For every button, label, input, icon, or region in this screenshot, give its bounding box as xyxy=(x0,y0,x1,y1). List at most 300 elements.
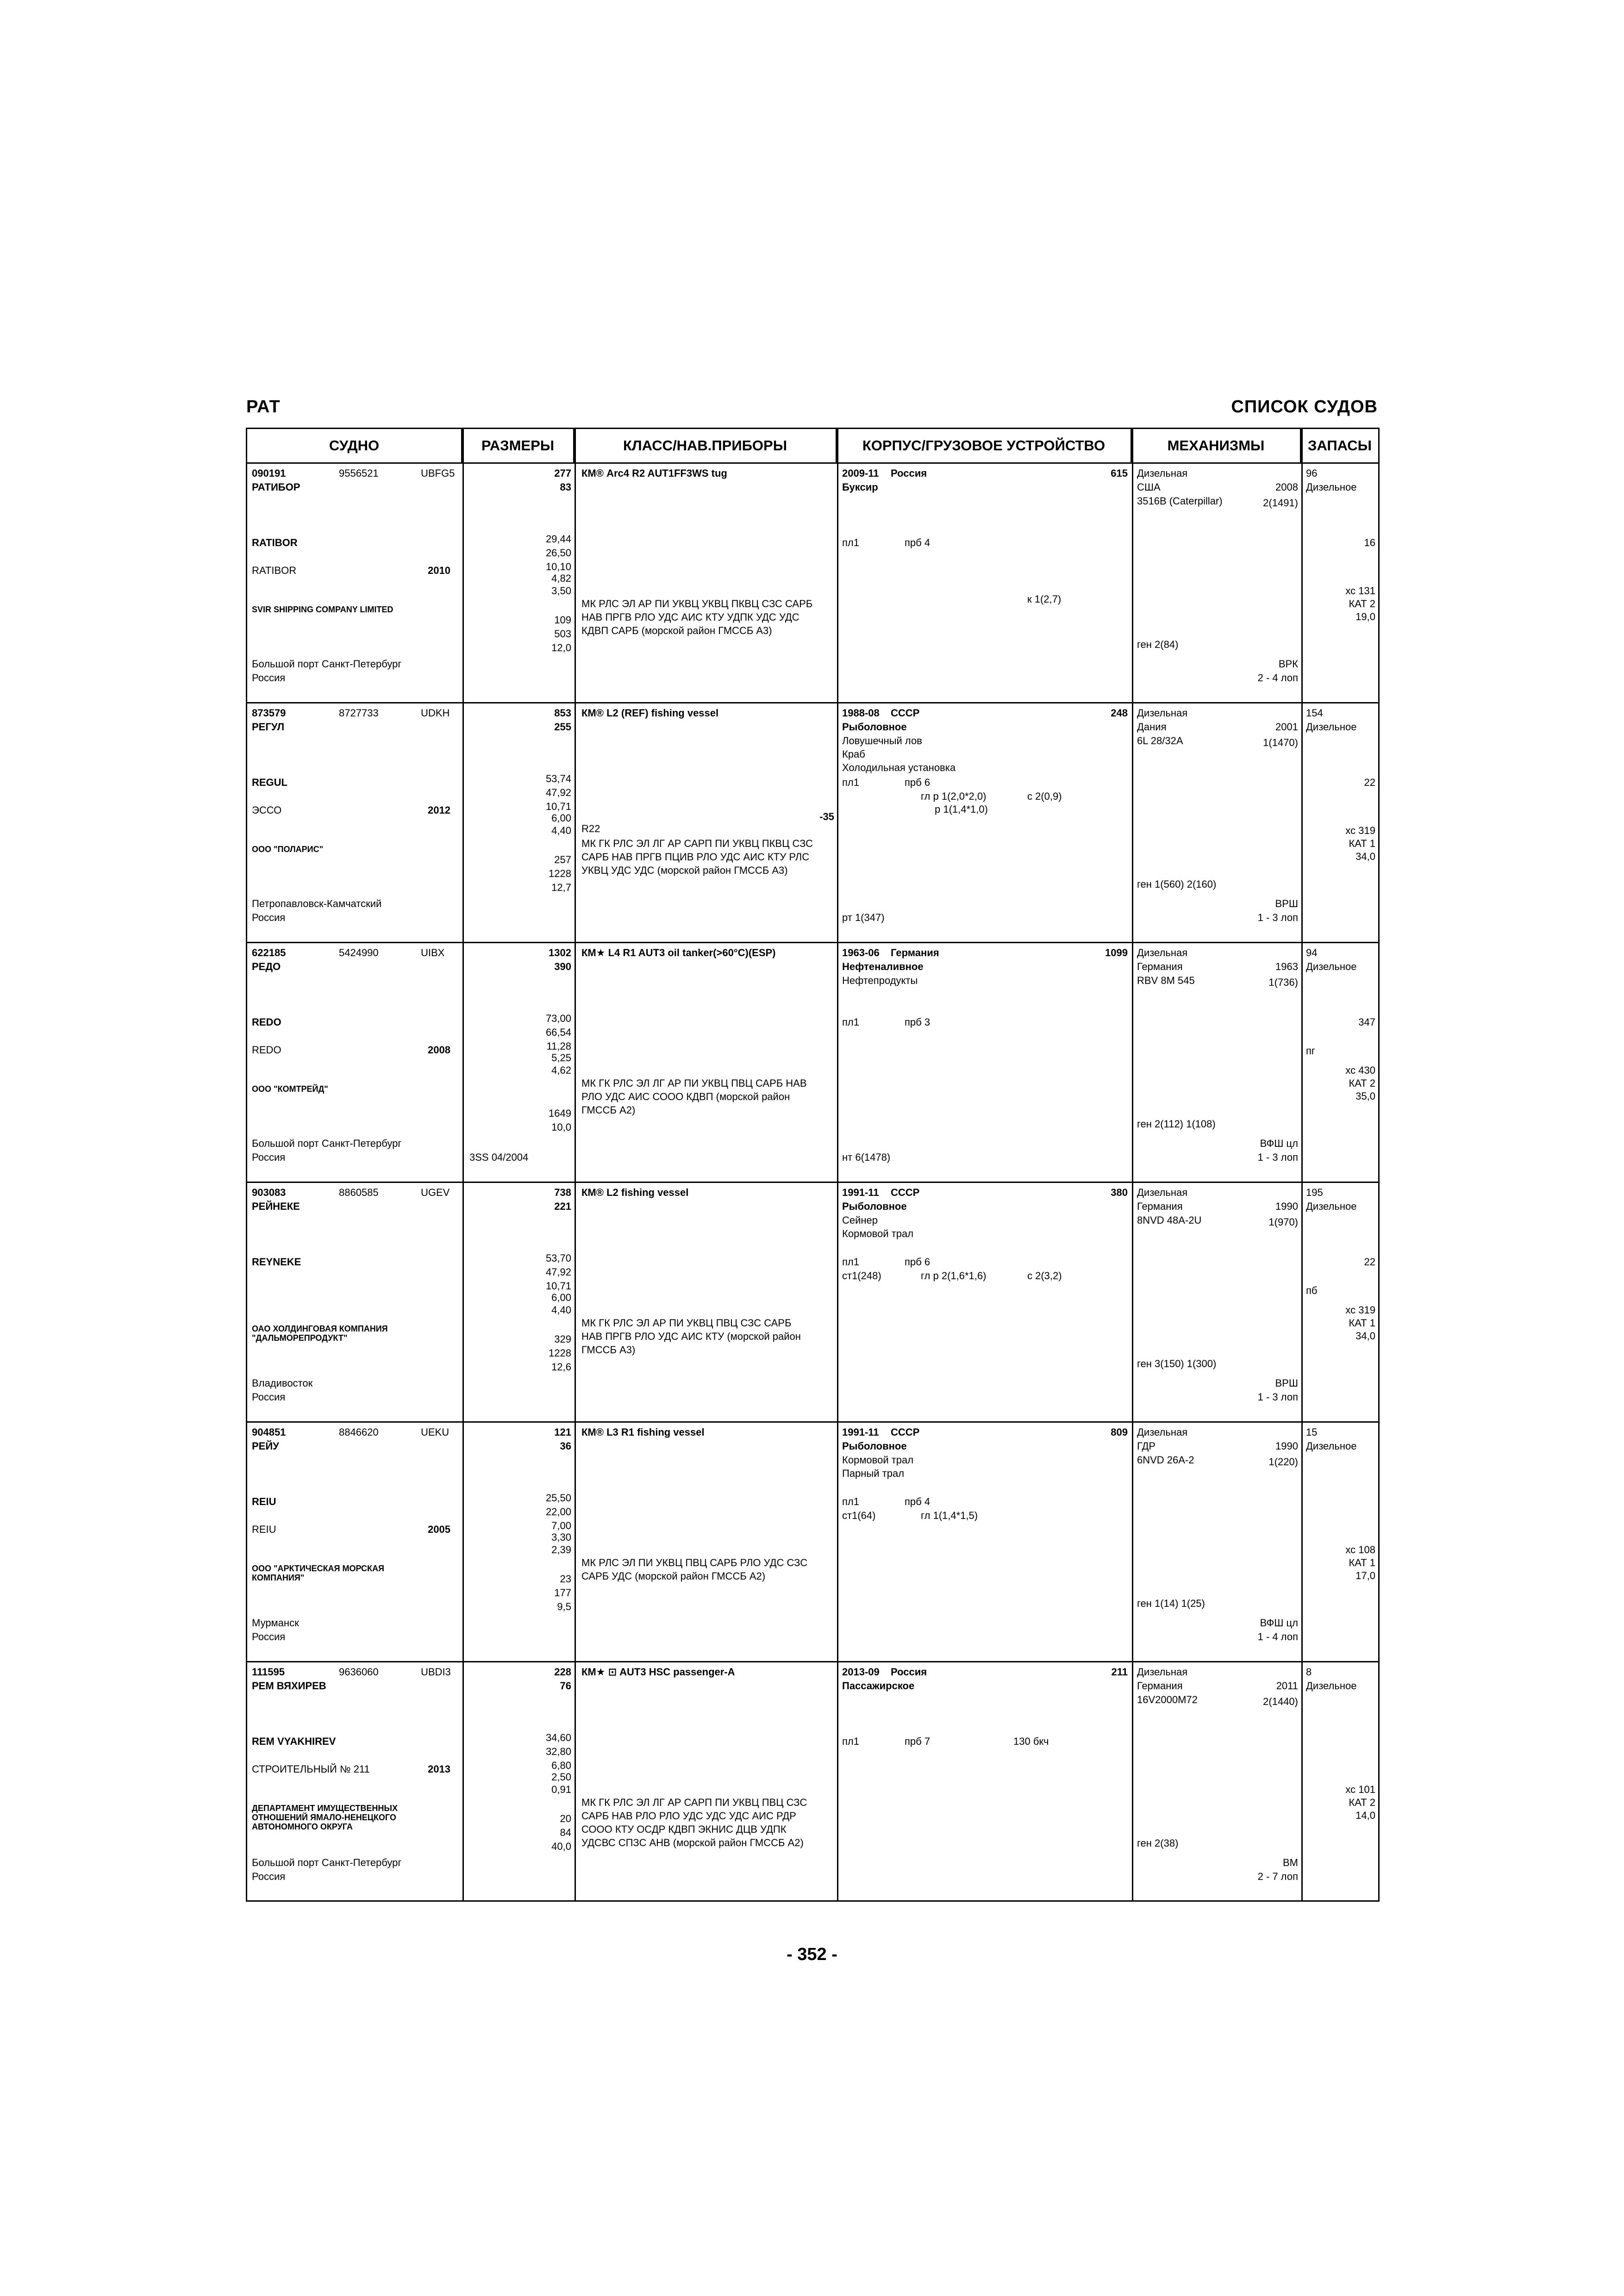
dimension-value: 257 xyxy=(554,854,571,865)
engine-type: Дизельная xyxy=(1137,1187,1188,1198)
dimension-value: 853 xyxy=(554,707,571,719)
nav-equipment: САРБ НАВ ПРГВ ПЦИВ РЛО УДС АИС КТУ РЛС xyxy=(581,851,810,863)
ship-name-en: REM VYAKHIREV xyxy=(252,1736,336,1747)
autonomy: 34,0 xyxy=(1355,1330,1375,1342)
hold-count: пл1 xyxy=(842,1496,859,1507)
hull-line2a: ст1(64) xyxy=(842,1510,876,1521)
dimension-value: 228 xyxy=(554,1666,571,1678)
hull-line2b: гл р 1(2,0*2,0) xyxy=(921,790,987,802)
rename-year: 2008 xyxy=(428,1044,450,1056)
owner-name: "ДАЛЬМОРЕПРОДУКТ" xyxy=(252,1333,348,1343)
nav-equipment: УДСВС СПЗС АНВ (морской район ГМССБ А2) xyxy=(581,1837,804,1848)
column-header-machinery: МЕХАНИЗМЫ xyxy=(1132,429,1301,462)
dimension-value: 25,50 xyxy=(545,1492,571,1504)
ship-entry xyxy=(247,943,1378,1183)
class-notation: КМ® Arc4 R2 AUT1FF3WS tug xyxy=(581,467,727,479)
stores-value1: 195 xyxy=(1306,1187,1323,1198)
ship-name-ru: РЕМ ВЯХИРЕВ xyxy=(252,1680,326,1692)
class-notation: КМ★ ⊡ AUT3 HSC passenger-A xyxy=(581,1666,735,1678)
hold-count: пл1 xyxy=(842,1256,859,1268)
hull-line3b: р 1(1,4*1,0) xyxy=(935,803,988,815)
column-header-ship: СУДНО xyxy=(247,429,462,462)
engine-type: Дизельная xyxy=(1137,947,1188,958)
dimension-value: 1302 xyxy=(549,947,571,958)
column-header-dimensions: РАЗМЕРЫ xyxy=(462,429,575,462)
dimension-value: 2,39 xyxy=(551,1544,571,1556)
dimension-value: 503 xyxy=(554,628,571,640)
nav-equipment: МК РЛС ЭЛ ПИ УКВЦ ПВЦ САРБ РЛО УДС СЗС xyxy=(581,1557,808,1568)
ship-name-ru: РЕГУЛ xyxy=(252,721,285,733)
hatch-count: прб 4 xyxy=(905,1496,931,1507)
nav-equipment: МК ГК РЛС ЭЛ АР ПИ УКВЦ ПВЦ СЗС САРБ xyxy=(581,1317,792,1329)
propeller-type: ВРШ xyxy=(1275,1377,1298,1389)
owner-name: SVIR SHIPPING COMPANY LIMITED xyxy=(252,605,394,614)
owner-name: ДЕПАРТАМЕНТ ИМУЩЕСТВЕННЫХ xyxy=(252,1804,398,1813)
engine-type: Дизельная xyxy=(1137,467,1188,479)
build-date: 1991-11 xyxy=(842,1426,879,1438)
crew-count: хс 430 xyxy=(1345,1064,1375,1076)
engine-country: Германия xyxy=(1137,1680,1183,1692)
flag-country: Россия xyxy=(252,1391,286,1403)
hull-number: 211 xyxy=(1111,1666,1128,1678)
stores-value1: 96 xyxy=(1306,467,1318,479)
engine-type: Дизельная xyxy=(1137,1666,1188,1678)
fuel-type: Дизельное xyxy=(1306,961,1357,972)
home-port: Большой порт Санкт-Петербург xyxy=(252,658,402,670)
owner-name: ОАО ХОЛДИНГОВАЯ КОМПАНИЯ xyxy=(252,1324,388,1333)
owner-name: ООО "АРКТИЧЕСКАЯ МОРСКАЯ xyxy=(252,1564,384,1573)
stores-value2: 347 xyxy=(1358,1016,1375,1028)
autonomy: 35,0 xyxy=(1355,1090,1375,1102)
dimension-value: 22,00 xyxy=(545,1506,571,1518)
crew-count: хс 101 xyxy=(1345,1784,1375,1795)
former-name: REDO xyxy=(252,1044,281,1056)
propeller-blades: 1 - 3 лоп xyxy=(1257,912,1298,923)
ship-entry xyxy=(247,464,1378,703)
entry-divider xyxy=(247,702,1378,703)
engine-country: ГДР xyxy=(1137,1440,1156,1452)
nav-equipment: НАВ ПРГВ РЛО УДС АИС КТУ (морской район xyxy=(581,1331,801,1342)
registry-number: 873579 xyxy=(252,707,286,719)
hull-number: 1099 xyxy=(1105,947,1128,958)
crew-count: хс 131 xyxy=(1345,585,1375,597)
dimension-value: 390 xyxy=(554,961,571,972)
dimension-value: 5,25 xyxy=(551,1052,571,1064)
hatch-count: прб 6 xyxy=(905,777,931,788)
home-port: Мурманск xyxy=(252,1617,299,1629)
build-date: 2013-09 xyxy=(842,1666,880,1678)
dimension-value: 32,80 xyxy=(545,1746,571,1757)
call-sign: UDKH xyxy=(421,707,450,719)
build-country: СССР xyxy=(891,707,920,719)
engine-year: 2008 xyxy=(1275,481,1298,493)
dimension-value: 3,50 xyxy=(551,585,571,597)
registry-number: 090191 xyxy=(252,467,286,479)
dimension-value: 76 xyxy=(560,1680,571,1692)
dimension-value: 10,71 xyxy=(545,1280,571,1292)
propeller-blades: 1 - 4 лоп xyxy=(1257,1631,1298,1643)
hull-line2b: гл 1(1,4*1,5) xyxy=(921,1510,978,1521)
propeller-type: ВФШ цл xyxy=(1260,1617,1298,1629)
imo-number: 9636060 xyxy=(339,1666,379,1678)
ship-purpose: Краб xyxy=(842,748,865,760)
dimension-value: 1228 xyxy=(549,1347,571,1359)
hull-number: 380 xyxy=(1111,1187,1128,1198)
build-date: 1991-11 xyxy=(842,1187,879,1198)
imo-number: 8727733 xyxy=(339,707,379,719)
class-notation: КМ® L3 R1 fishing vessel xyxy=(581,1426,705,1438)
fuel-type: Дизельное xyxy=(1306,1201,1357,1212)
dimension-value: 73,00 xyxy=(545,1013,571,1024)
dimension-value: 3,30 xyxy=(551,1531,571,1543)
autonomy: 17,0 xyxy=(1355,1570,1375,1581)
dimension-value: 53,74 xyxy=(545,773,571,784)
autonomy: 34,0 xyxy=(1355,851,1375,862)
dimension-value: 4,82 xyxy=(551,572,571,584)
call-sign: UIBX xyxy=(421,947,445,958)
former-name: RATIBOR xyxy=(252,565,297,576)
call-sign: UBFG5 xyxy=(421,467,455,479)
ship-entry xyxy=(247,1183,1378,1423)
fuel-type: Дизельное xyxy=(1306,1680,1357,1692)
entry-divider xyxy=(247,1182,1378,1183)
ship-type: Нефтеналивное xyxy=(842,961,924,972)
crew-count: хс 319 xyxy=(1345,825,1375,836)
engine-type: Дизельная xyxy=(1137,707,1188,719)
registry-number: 904851 xyxy=(252,1426,286,1438)
hatch-count: прб 6 xyxy=(905,1256,931,1268)
header-left: РАТ xyxy=(246,397,281,417)
dimension-value: 34,60 xyxy=(545,1732,571,1743)
propeller-type: ВМ xyxy=(1283,1857,1298,1868)
generators: ген 3(150) 1(300) xyxy=(1137,1358,1217,1369)
ship-purpose: Холодильная установка xyxy=(842,762,956,773)
engine-power: 1(1470) xyxy=(1263,737,1298,748)
flag-country: Россия xyxy=(252,672,286,684)
ship-purpose: Парный трал xyxy=(842,1468,905,1479)
registry-number: 111595 xyxy=(252,1666,285,1678)
dimension-value: 29,44 xyxy=(545,533,571,545)
dimension-value: 10,71 xyxy=(545,801,571,812)
dimension-value: 10,10 xyxy=(545,561,571,572)
nav-equipment: МК ГК РЛС ЭЛ ЛГ АР САРП ПИ УКВЦ ПКВЦ СЗС xyxy=(581,838,813,849)
stores-value2: 22 xyxy=(1364,1256,1375,1268)
generators: ген 1(560) 2(160) xyxy=(1137,878,1217,890)
dimension-value: 6,00 xyxy=(551,812,571,824)
engine-year: 2001 xyxy=(1275,721,1298,733)
dimension-value: 277 xyxy=(554,467,571,479)
nav-equipment: КДВП САРБ (морской район ГМССБ А3) xyxy=(581,625,772,636)
ship-purpose: Кормовой трал xyxy=(842,1228,914,1239)
dimension-value: 11,28 xyxy=(546,1040,571,1052)
dimension-value: 2,50 xyxy=(551,1771,571,1783)
ship-type: Рыболовное xyxy=(842,1201,907,1212)
dimension-value: 0,91 xyxy=(551,1784,571,1795)
engine-model: RBV 8M 545 xyxy=(1137,975,1195,986)
nav-equipment: МК ГК РЛС ЭЛ ЛГ АР ПИ УКВЦ ПВЦ САРБ НАВ xyxy=(581,1077,807,1089)
engine-power: 2(1440) xyxy=(1263,1696,1298,1707)
hold-count: пл1 xyxy=(842,1016,859,1028)
entry-divider xyxy=(247,1661,1378,1662)
flag-country: Россия xyxy=(252,1151,286,1163)
header-right: СПИСОК СУДОВ xyxy=(1231,397,1378,417)
column-header-stores: ЗАПАСЫ xyxy=(1307,437,1372,454)
engine-power: 1(220) xyxy=(1268,1456,1298,1468)
build-country: СССР xyxy=(891,1187,920,1198)
engine-year: 1963 xyxy=(1275,961,1298,972)
ship-register-table xyxy=(246,428,1380,1902)
stores-value1: 94 xyxy=(1306,947,1318,958)
class-extra: R22 xyxy=(581,823,600,834)
nav-equipment: ГМССБ А3) xyxy=(581,1344,636,1356)
hull-line2c: с 2(3,2) xyxy=(1027,1270,1062,1282)
crew-count: хс 319 xyxy=(1345,1304,1375,1316)
dimension-value: 6,00 xyxy=(551,1292,571,1303)
call-sign: UBDI3 xyxy=(421,1666,451,1678)
survey-note: 3SS 04/2004 xyxy=(469,1151,529,1163)
engine-model: 16V2000M72 xyxy=(1137,1694,1198,1705)
category: КАТ 1 xyxy=(1349,1557,1375,1568)
crew-count: хс 108 xyxy=(1345,1544,1375,1556)
flag-country: Россия xyxy=(252,1871,286,1882)
propeller-type: ВРШ xyxy=(1275,898,1298,909)
former-name: ЭССО xyxy=(252,804,282,816)
hatch-count: прб 7 xyxy=(905,1736,931,1747)
dimension-value: 1228 xyxy=(549,868,571,879)
flag-country: Россия xyxy=(252,912,286,923)
build-country: СССР xyxy=(891,1426,920,1438)
engine-model: 8NVD 48A-2U xyxy=(1137,1214,1202,1226)
imo-number: 9556521 xyxy=(339,467,379,479)
rename-year: 2010 xyxy=(428,565,450,576)
stores-value1: 15 xyxy=(1306,1426,1318,1438)
nav-equipment: ГМССБ А2) xyxy=(581,1104,636,1116)
call-sign: UGEV xyxy=(421,1187,450,1198)
owner-name: ОТНОШЕНИЙ ЯМАЛО-НЕНЕЦКОГО xyxy=(252,1813,396,1822)
dimension-value: 47,92 xyxy=(545,787,571,798)
ship-entry xyxy=(247,703,1378,943)
rename-year: 2013 xyxy=(428,1763,450,1775)
generators: ген 2(38) xyxy=(1137,1837,1179,1849)
dimension-value: 36 xyxy=(560,1440,571,1452)
hull-number: 809 xyxy=(1111,1426,1128,1438)
fuel-type: Дизельное xyxy=(1306,481,1357,493)
generators: ген 1(14) 1(25) xyxy=(1137,1598,1205,1609)
dimension-value: 66,54 xyxy=(545,1027,571,1038)
hull-line2c: с 2(0,9) xyxy=(1027,790,1062,802)
engine-model: 3516В (Caterpillar) xyxy=(1137,495,1223,507)
dimension-value: 177 xyxy=(554,1587,571,1599)
category: КАТ 1 xyxy=(1349,838,1375,849)
stores-mark: пг xyxy=(1306,1045,1315,1057)
class-notation: КМ★ L4 R1 AUT3 oil tanker(>60°C)(ESP) xyxy=(581,947,776,958)
rename-year: 2012 xyxy=(428,804,450,816)
dimension-value: 20 xyxy=(560,1813,571,1824)
engine-power: 1(970) xyxy=(1268,1216,1298,1228)
home-port: Большой порт Санкт-Петербург xyxy=(252,1138,402,1149)
stores-value2: 16 xyxy=(1364,537,1375,548)
class-notation: КМ® L2 fishing vessel xyxy=(581,1187,689,1198)
ship-name-ru: РАТИБОР xyxy=(252,481,300,493)
dimension-value: 221 xyxy=(554,1201,571,1212)
propeller-type: ВРК xyxy=(1278,658,1298,670)
dimension-value: 84 xyxy=(560,1827,571,1838)
home-port: Большой порт Санкт-Петербург xyxy=(252,1857,402,1868)
flag-country: Россия xyxy=(252,1631,286,1643)
dimension-value: 9,5 xyxy=(557,1601,571,1612)
dimension-value: 12,7 xyxy=(551,882,571,893)
propeller-blades: 2 - 7 лоп xyxy=(1257,1871,1298,1882)
owner-name: ООО "ПОЛАРИС" xyxy=(252,845,324,854)
engine-power: 1(736) xyxy=(1268,977,1298,988)
category: КАТ 2 xyxy=(1349,598,1375,610)
former-name: СТРОИТЕЛЬНЫЙ № 211 xyxy=(252,1763,370,1775)
fuel-type: Дизельное xyxy=(1306,1440,1357,1452)
build-date: 1963-06 xyxy=(842,947,880,958)
dimension-value: 23 xyxy=(560,1573,571,1585)
nav-equipment: НАВ ПРГВ РЛО УДС АИС КТУ УДПК УДС УДС xyxy=(581,611,800,623)
hull-line2a: ст1(248) xyxy=(842,1270,881,1282)
tank-info: рт 1(347) xyxy=(842,912,885,923)
build-country: Россия xyxy=(891,1666,927,1678)
crane-info: к 1(2,7) xyxy=(1027,593,1062,605)
ship-entry xyxy=(247,1423,1378,1662)
hold-count: пл1 xyxy=(842,777,859,788)
entry-divider xyxy=(247,942,1378,943)
imo-number: 5424990 xyxy=(339,947,379,958)
class-notation: КМ® L2 (REF) fishing vessel xyxy=(581,707,719,719)
column-header-hull: КОРПУС/ГРУЗОВОЕ УСТРОЙСТВО xyxy=(837,429,1132,462)
generators: ген 2(84) xyxy=(1137,639,1179,650)
dimension-value: 47,92 xyxy=(545,1266,571,1278)
engine-power: 2(1491) xyxy=(1263,497,1298,509)
autonomy: 19,0 xyxy=(1355,611,1375,622)
ship-type: Пассажирское xyxy=(842,1680,915,1692)
dimension-value: 738 xyxy=(554,1187,571,1198)
ship-name-ru: РЕЙНЕКЕ xyxy=(252,1201,300,1212)
temperature-note: -35 xyxy=(819,811,834,822)
nav-equipment: САРБ НАВ РЛО РЛО УДС УДС УДС АИС РДР xyxy=(581,1810,796,1822)
hatch-count: прб 4 xyxy=(905,537,931,548)
engine-year: 2011 xyxy=(1276,1680,1298,1692)
entry-divider xyxy=(247,1421,1378,1423)
ship-name-ru: РЕДО xyxy=(252,961,281,972)
propeller-blades: 1 - 3 лоп xyxy=(1257,1391,1298,1403)
nav-equipment: САРБ УДС (морской район ГМССБ А2) xyxy=(581,1570,766,1582)
stores-mark: пб xyxy=(1306,1285,1318,1296)
ship-name-en: RATIBOR xyxy=(252,537,298,548)
owner-name: АВТОНОМНОГО ОКРУГА xyxy=(252,1822,353,1831)
autonomy: 14,0 xyxy=(1355,1810,1375,1821)
ship-purpose: Нефтепродукты xyxy=(842,975,918,986)
ship-name-en: REGUL xyxy=(252,777,287,788)
dimension-value: 26,50 xyxy=(545,547,571,559)
home-port: Петропавловск-Камчатский xyxy=(252,898,382,909)
generators: ген 2(112) 1(108) xyxy=(1137,1118,1216,1130)
nav-equipment: МК ГК РЛС ЭЛ ЛГ АР САРП ПИ УКВЦ ПВЦ СЗС xyxy=(581,1797,807,1808)
dimension-value: 255 xyxy=(554,721,571,733)
dimension-value: 4,40 xyxy=(551,1304,571,1316)
nav-equipment: СООО КТУ ОСДР КДВП ЭКНИС ДЦВ УДПК xyxy=(581,1823,787,1835)
engine-country: Германия xyxy=(1137,961,1183,972)
ship-purpose: Ловушечный лов xyxy=(842,735,922,747)
hull-number: 248 xyxy=(1111,707,1128,719)
dimension-value: 6,80 xyxy=(551,1760,571,1771)
nav-equipment: МК РЛС ЭЛ АР ПИ УКВЦ УКВЦ ПКВЦ СЗС САРБ xyxy=(581,598,813,610)
category: КАТ 2 xyxy=(1349,1797,1375,1808)
dimension-value: 12,0 xyxy=(551,642,571,653)
propeller-blades: 1 - 3 лоп xyxy=(1257,1151,1298,1163)
rename-year: 2005 xyxy=(428,1524,450,1535)
engine-country: США xyxy=(1137,481,1161,493)
hull-line2b: гл р 2(1,6*1,6) xyxy=(921,1270,987,1282)
imo-number: 8846620 xyxy=(339,1426,379,1438)
former-name: REIU xyxy=(252,1524,276,1535)
registry-number: 622185 xyxy=(252,947,286,958)
home-port: Владивосток xyxy=(252,1377,313,1389)
dimension-value: 7,00 xyxy=(551,1520,571,1531)
stores-value1: 154 xyxy=(1306,707,1323,719)
dimension-value: 12,6 xyxy=(551,1361,571,1373)
build-country: Россия xyxy=(891,467,927,479)
build-date: 1988-08 xyxy=(842,707,880,719)
owner-name: КОМПАНИЯ" xyxy=(252,1573,305,1582)
ship-purpose: Кормовой трал xyxy=(842,1454,914,1466)
engine-model: 6NVD 26A-2 xyxy=(1137,1454,1194,1466)
stores-value2: 22 xyxy=(1364,777,1375,788)
category: КАТ 1 xyxy=(1349,1317,1375,1329)
dimension-value: 10,0 xyxy=(551,1121,571,1133)
ship-entry xyxy=(247,1662,1378,1902)
ship-name-en: REIU xyxy=(252,1496,276,1507)
build-date: 2009-11 xyxy=(842,467,879,479)
engine-type: Дизельная xyxy=(1137,1426,1188,1438)
column-header-class: КЛАСС/НАВ.ПРИБОРЫ xyxy=(575,429,837,462)
imo-number: 8860585 xyxy=(339,1187,379,1198)
dimension-value: 83 xyxy=(560,481,571,493)
hull-extra: 130 бкч xyxy=(1013,1736,1049,1747)
dimension-value: 329 xyxy=(554,1333,571,1345)
propeller-blades: 2 - 4 лоп xyxy=(1257,672,1298,684)
owner-name: ООО "КОМТРЕЙД" xyxy=(252,1084,328,1094)
ship-type: Рыболовное xyxy=(842,1440,907,1452)
propeller-type: ВФШ цл xyxy=(1260,1138,1298,1149)
ship-name-ru: РЕЙУ xyxy=(252,1440,279,1452)
hull-number: 615 xyxy=(1111,467,1128,479)
hatch-count: прб 3 xyxy=(905,1016,931,1028)
fuel-type: Дизельное xyxy=(1306,721,1357,733)
dimension-value: 53,70 xyxy=(545,1252,571,1264)
ship-name-en: REYNEKE xyxy=(252,1256,301,1268)
hold-count: пл1 xyxy=(842,1736,859,1747)
nav-equipment: УКВЦ УДС УДС (морской район ГМССБ А3) xyxy=(581,865,788,876)
engine-year: 1990 xyxy=(1275,1201,1298,1212)
dimension-value: 109 xyxy=(554,614,571,626)
dimension-value: 121 xyxy=(554,1426,571,1438)
tank-info: нт 6(1478) xyxy=(842,1151,891,1163)
hold-count: пл1 xyxy=(842,537,859,548)
build-country: Германия xyxy=(891,947,939,958)
dimension-value: 1649 xyxy=(549,1108,571,1119)
stores-value1: 8 xyxy=(1306,1666,1312,1678)
engine-year: 1990 xyxy=(1275,1440,1298,1452)
engine-country: Дания xyxy=(1137,721,1167,733)
dimension-value: 4,40 xyxy=(551,825,571,836)
ship-type: Рыболовное xyxy=(842,721,907,733)
engine-model: 6L 28/32A xyxy=(1137,735,1183,747)
engine-country: Германия xyxy=(1137,1201,1183,1212)
page-number: - 352 - xyxy=(787,1945,837,1964)
